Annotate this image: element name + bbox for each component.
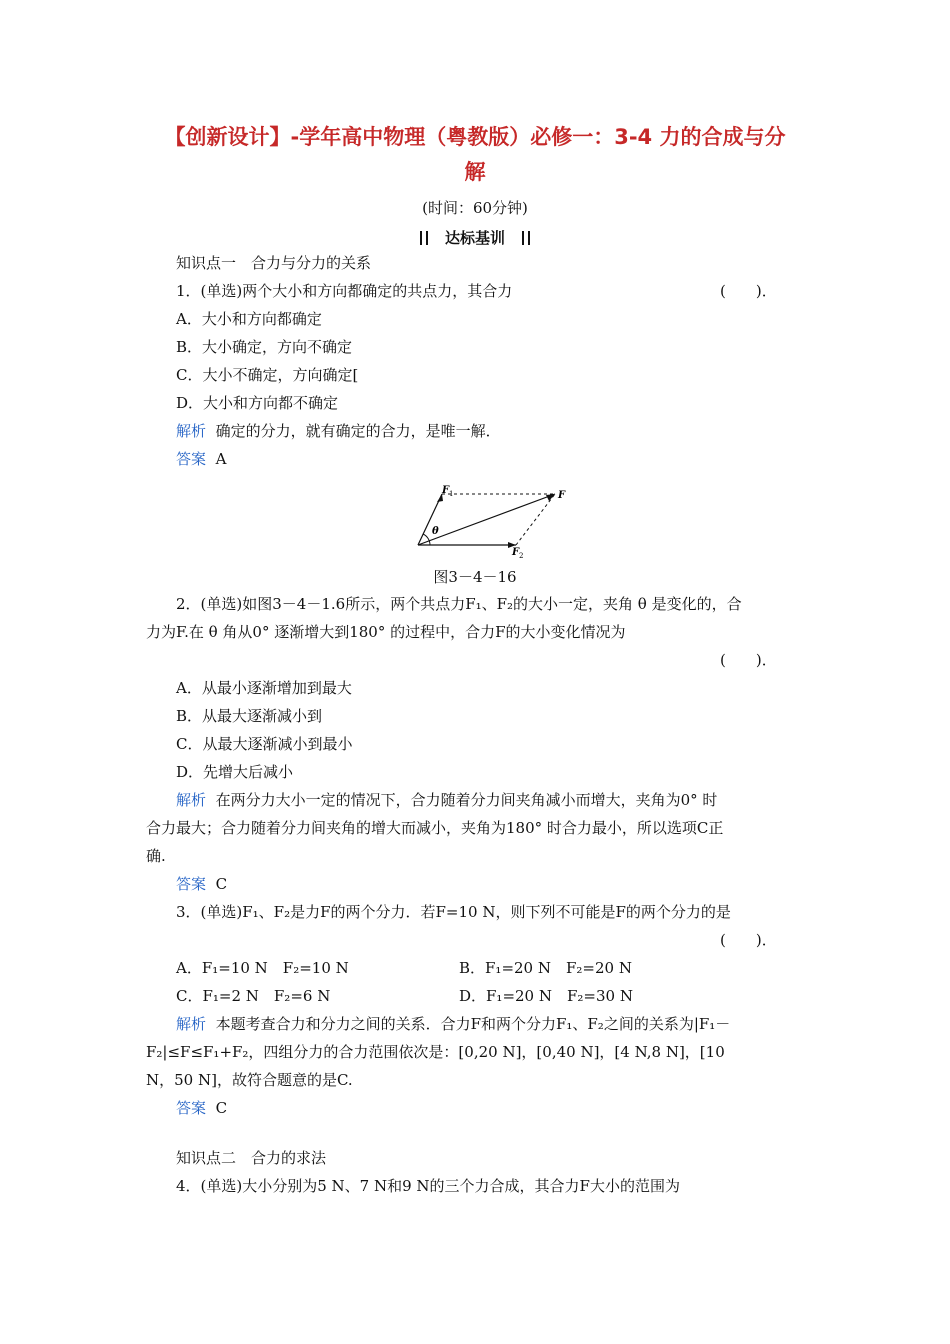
q3-analysis-line-2: F₂|≤F≤F₁+F₂，四组分力的合力范围依次是：[0,20 N]，[0,40 N]，[4 N,8 N]，[10: [146, 1043, 725, 1061]
force-parallelogram-figure: [410, 480, 580, 560]
f2-label-sub: 2: [519, 552, 524, 560]
q3-stem: 3．(单选)F₁、F₂是力F的两个分力．若F=10 N，则下列不可能是F的两个分力的是: [176, 903, 731, 921]
q3-answer: [176, 1098, 836, 1118]
q2-option-b: B．从最大逐渐减小到: [176, 707, 323, 725]
q1-answer-paren: ( )．: [720, 282, 777, 300]
figure-caption: 图3－4－16: [433, 568, 517, 586]
q2-analysis-line-2: 合力最大；合力随着分力间夹角的增大而减小，夹角为180° 时合力最小，所以选项C正: [146, 819, 724, 837]
q2-answer-paren: ( )．: [720, 651, 777, 669]
analysis-label: 解析: [176, 422, 207, 440]
q2-analysis-line-1: [176, 790, 836, 810]
answer-label: 答案: [176, 1099, 207, 1117]
q1-analysis-text: 确定的分力，就有确定的合力，是唯一解．: [215, 422, 501, 440]
q2-option-d: D．先增大后减小: [176, 763, 294, 781]
q2-option-c: C．从最大逐渐减小到最小: [176, 735, 353, 753]
banner-text: 达标基训: [444, 229, 505, 247]
section-heading-1: 知识点一 合力与分力的关系: [176, 254, 372, 272]
title-line-2: 解: [464, 160, 486, 184]
q3-option-b: B．F₁=20 N F₂=20 N: [459, 959, 632, 977]
q1-stem: 1．(单选)两个大小和方向都确定的共点力，其合力: [176, 282, 513, 300]
q3-analysis-text-1: 本题考查合力和分力之间的关系．合力F和两个分力F₁、F₂之间的关系为|F₁－: [215, 1015, 731, 1033]
q3-analysis-line-1: [176, 1014, 836, 1034]
q3-option-d: D．F₁=20 N F₂=30 N: [459, 987, 633, 1005]
f-label: F: [558, 490, 566, 501]
q1-option-c: C．大小不确定，方向确定[: [176, 366, 359, 384]
q2-answer: [176, 874, 836, 894]
q1-option-b: B．大小确定，方向不确定: [176, 338, 353, 356]
section-banner: [0, 227, 950, 248]
q2-analysis-text-1: 在两分力大小一定的情况下，合力随着分力间夹角减小而增大，夹角为0° 时: [215, 791, 718, 809]
q2-stem-line-1: 2．(单选)如图3－4－1.6所示，两个共点力F₁、F₂的大小一定，夹角 θ 是变化的，合: [176, 595, 742, 613]
answer-label: 答案: [176, 450, 207, 468]
q1-option-a: A．大小和方向都确定: [176, 310, 322, 328]
q2-analysis-line-3: 确.: [146, 847, 166, 865]
title-line-1: 【创新设计】-学年高中物理（粤教版）必修一：3-4 力的合成与分: [164, 125, 786, 149]
q1-answer: [176, 449, 836, 469]
q4-stem: 4．(单选)大小分别为5 N、7 N和9 N的三个力合成，其合力F大小的范围为: [176, 1177, 680, 1195]
q2-stem-line-2: 力为F.在 θ 角从0° 逐渐增大到180° 的过程中，合力F的大小变化情况为: [146, 623, 626, 641]
q3-analysis-line-3: N，50 N]，故符合题意的是C.: [146, 1071, 353, 1089]
q3-answer-value: C: [215, 1099, 228, 1117]
q3-option-a: A．F₁=10 N F₂=10 N: [176, 959, 349, 977]
q1-analysis: [176, 421, 836, 441]
f2-label: F: [512, 547, 520, 558]
time-limit: (时间：60分钟): [422, 199, 528, 217]
f1-label: F: [442, 485, 450, 496]
q1-option-d: D．大小和方向都不确定: [176, 394, 339, 412]
document-title: [128, 120, 822, 190]
section-heading-2: 知识点二 合力的求法: [176, 1149, 327, 1167]
answer-label: 答案: [176, 875, 207, 893]
analysis-label: 解析: [176, 1015, 207, 1033]
q2-option-a: A．从最小逐渐增加到最大: [176, 679, 352, 697]
q2-answer-value: C: [215, 875, 228, 893]
theta-label: θ: [432, 526, 439, 537]
q3-answer-paren: ( )．: [720, 931, 777, 949]
q1-answer-value: A: [215, 450, 227, 468]
q3-option-c: C．F₁=2 N F₂=6 N: [176, 987, 331, 1005]
f1-label-sub: 1: [449, 490, 454, 498]
analysis-label: 解析: [176, 791, 207, 809]
